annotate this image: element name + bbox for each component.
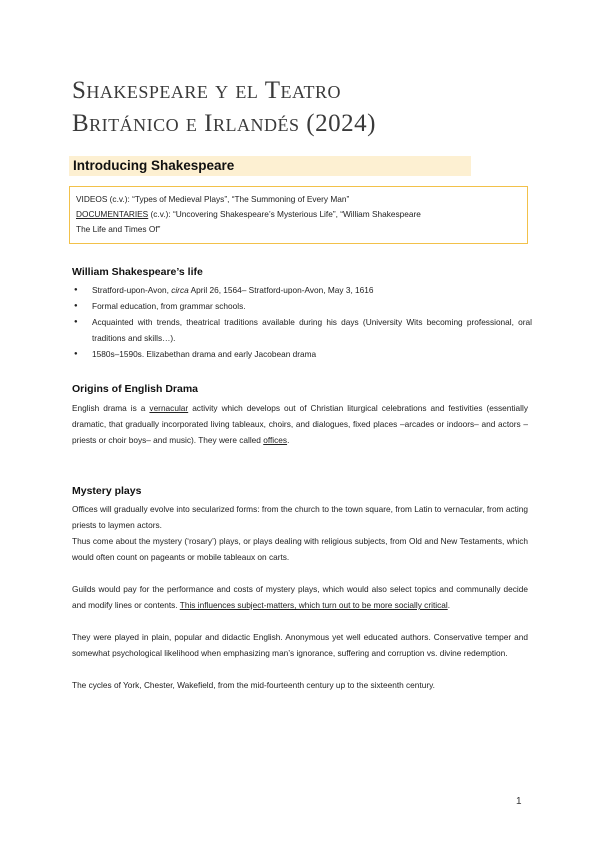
vernacular-term: vernacular <box>149 403 189 413</box>
bullet-em: circa <box>171 285 189 295</box>
documentaries-line-cont: The Life and Times Of” <box>76 224 161 234</box>
para-text: . <box>287 435 290 445</box>
mystery-heading: Mystery plays <box>72 485 142 497</box>
documentaries-line <box>76 207 521 222</box>
mystery-paragraph-4: They were played in plain, popular and didactic English. Anonymous yet well educated authors. Conservative temper and somewhat psychological likelihood when emphasizing man’s ignorance, suffering and corruption vs. divine redemption. <box>72 632 528 658</box>
origins-heading: Origins of English Drama <box>72 383 199 395</box>
bullet-text: April 26, 1564– Stratford-upon-Avon, May 3, 1616 <box>188 285 374 295</box>
para-text: activity which develops out of Christian liturgical celebrations and festivities (essentially dramatic, that gradually incorporated living tableaux, choirs, and dialogues, fixed places –arcades or indoors– and actors –priests or choir boys– and music). They were called <box>72 403 528 445</box>
origins-paragraph <box>72 400 528 448</box>
title-line-1: Shakespeare y el Teatro <box>72 77 341 104</box>
life-heading: William Shakespeare’s life <box>72 266 203 278</box>
videos-line <box>76 192 521 207</box>
mystery-paragraph-5: The cycles of York, Chester, Wakefield, from the mid-fourteenth century up to the sixteenth century. <box>72 680 435 690</box>
title-line-2: Británico e Irlandés (2024) <box>72 110 376 137</box>
videos-box <box>69 186 528 244</box>
videos-label: VIDEOS <box>76 194 108 204</box>
para-text: English drama is a <box>72 403 150 413</box>
list-item: ● 1580s–1590s. Elizabethan drama and early Jacobean drama <box>72 346 532 362</box>
para-text: . <box>447 600 451 610</box>
para-text: Guilds would pay for the performance and costs of mystery plays, which would also select topics and communally decide and modify lines or contents. <box>72 584 528 610</box>
section-heading: Introducing Shakespeare <box>69 156 471 176</box>
list-item: ● Acquainted with trends, theatrical traditions available during his days (University Wits becoming professional, oral traditions and skills…). <box>72 314 532 346</box>
page-number: 1 <box>516 796 522 807</box>
documentaries-text: (c.v.): “Uncovering Shakespeare’s Mysterious Life”, “William Shakespeare <box>148 209 421 219</box>
list-item <box>72 282 532 298</box>
mystery-paragraph-2: Thus come about the mystery (‘rosary’) plays, or plays dealing with religious subjects, from Old and New Testaments, which would often count on pageants or mobile tableaux on carts. <box>72 536 528 562</box>
underlined-text: This influences subject-matters, which turn out to be more socially critical <box>179 600 448 610</box>
offices-term: offices <box>263 435 288 445</box>
life-list <box>72 282 532 362</box>
list-item: ● Formal education, from grammar schools. <box>72 298 532 314</box>
documentaries-label: DOCUMENTARIES <box>76 209 149 219</box>
bullet-text: Stratford-upon-Avon, <box>92 285 172 295</box>
videos-text: (c.v.): “Types of Medieval Plays”, “The Summoning of Every Man” <box>107 194 350 204</box>
mystery-paragraph-1: Offices will gradually evolve into secularized forms: from the church to the town square, from Latin to vernacular, from acting priests to laymen actors. <box>72 504 528 530</box>
document-title <box>72 74 542 140</box>
mystery-paragraph-3 <box>72 581 528 613</box>
